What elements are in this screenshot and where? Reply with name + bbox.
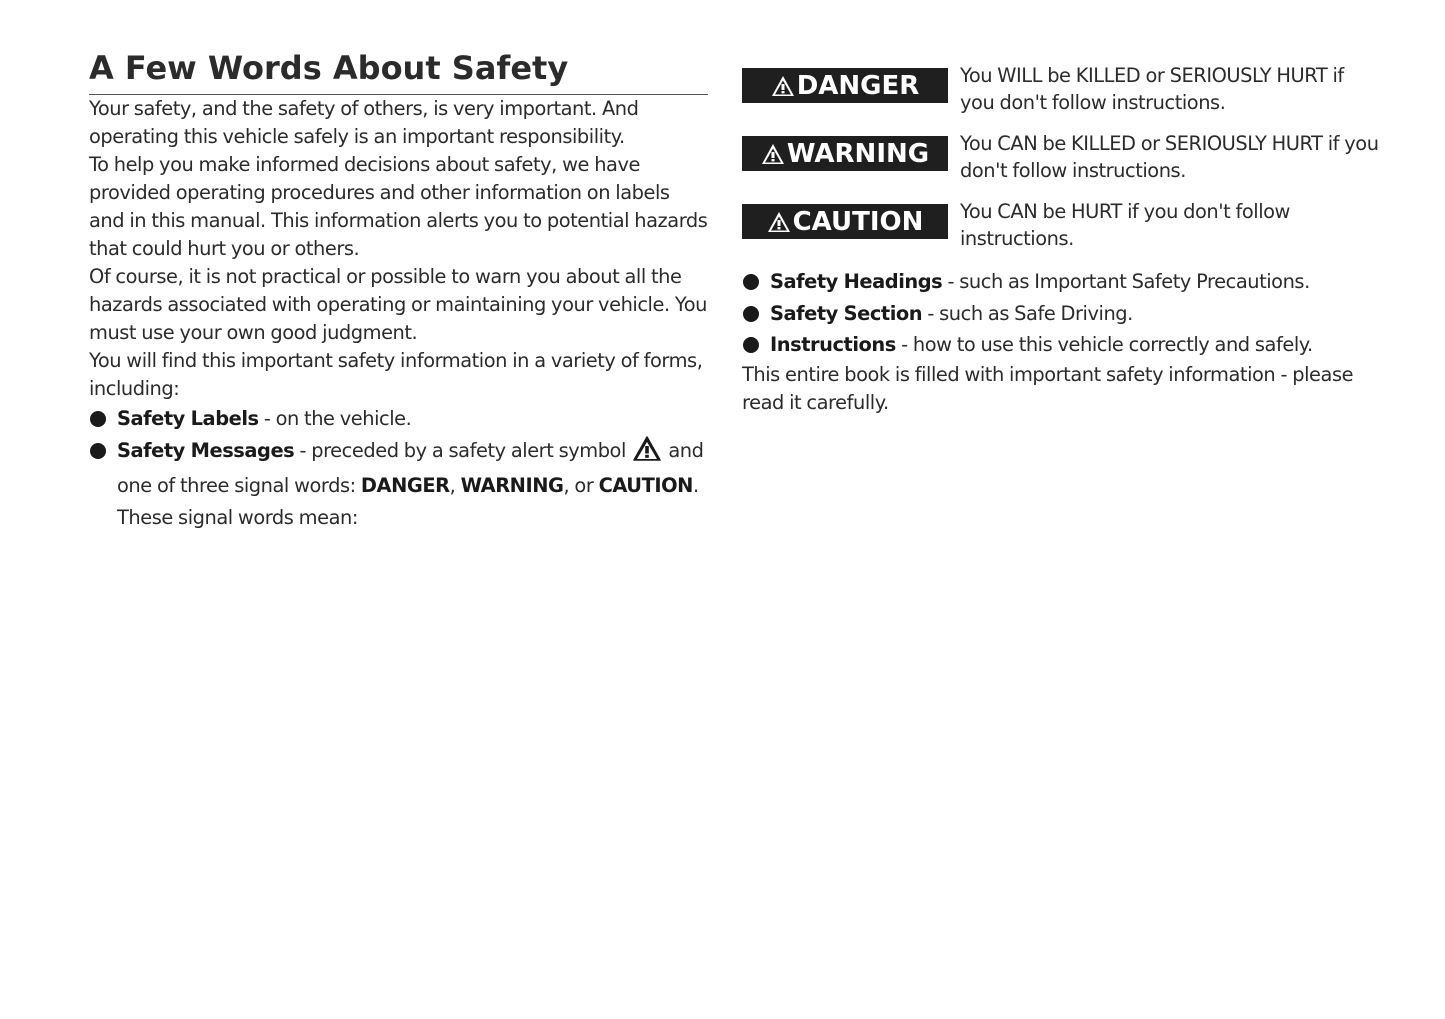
bullet-text: - preceded by a safety alert symbol [294,438,632,462]
safety-alert-triangle-icon [761,143,785,165]
bullet-term: Safety Messages [117,438,295,462]
bullet-text: and one of three signal words: [117,438,704,497]
signal-word-warning: WARNING [460,474,564,497]
left-column [89,48,709,533]
judgment-paragraph: Of course, it is not practical or possible to warn you about all the hazards associated with operating or maintaining your vehicle. You must use your own good judgment. [89,265,707,344]
bullet-icon [90,443,106,459]
signal-row-danger [742,62,1382,130]
caution-label: CAUTION [792,206,924,237]
bullet-icon [743,274,759,290]
safety-alert-triangle-icon [771,75,795,97]
bullet-term: Safety Labels [117,407,259,430]
forms-paragraph: You will find this important safety information in a variety of forms, including: [89,349,703,400]
signal-word-caution: CAUTION [598,474,693,497]
bullet-text: - on the vehicle. [258,407,412,430]
closing-paragraph: This entire book is filled with important safety information - please read it carefully. [742,362,1354,414]
page-title: A Few Words About Safety [89,49,569,87]
separator: , [449,474,461,497]
caution-badge [742,204,948,239]
safety-alert-triangle-icon [767,211,791,233]
danger-label: DANGER [796,70,920,101]
caution-description: You CAN be HURT if you don't follow instructions. [960,200,1290,250]
bullet-term: Safety Section [770,301,923,325]
warning-label: WARNING [786,138,930,169]
bullet-text: . These signal words mean: [117,474,699,529]
list-item [742,298,1382,330]
list-item [89,435,709,534]
warning-description: You CAN be KILLED or SERIOUSLY HURT if you don't follow instructions. [960,132,1379,182]
bullet-text: - such as Safe Driving. [922,301,1133,325]
list-item [742,329,1382,361]
bullet-icon [90,411,106,427]
safety-info-list [742,266,1382,361]
signal-row-caution [742,198,1382,266]
bullet-text: - how to use this vehicle correctly and safely. [895,333,1313,356]
list-item [89,403,709,435]
bullet-text: - such as Important Safety Precautions. [942,270,1310,293]
signal-word-danger: DANGER [360,474,450,497]
bullet-icon [743,337,759,353]
safety-alert-symbol-icon [633,436,661,471]
bullet-term: Instructions [770,333,896,356]
intro-paragraph: Your safety, and the safety of others, is very important. And operating this vehicle safely is an important responsibility. [89,97,639,148]
signal-row-warning [742,130,1382,198]
danger-description: You WILL be KILLED or SERIOUSLY HURT if you don't follow instructions. [960,64,1344,114]
right-column [742,62,1382,417]
warning-badge [742,136,948,171]
safety-forms-list [89,403,709,533]
danger-badge [742,68,948,103]
separator: , or [563,474,599,497]
informed-decisions-paragraph: To help you make informed decisions about safety, we have provided operating procedures and other information on labels and in this manual. This information alerts you to potential hazards that could hurt you or others. [89,153,708,260]
list-item [742,266,1382,298]
bullet-icon [743,306,759,322]
bullet-term: Safety Headings [770,270,943,293]
